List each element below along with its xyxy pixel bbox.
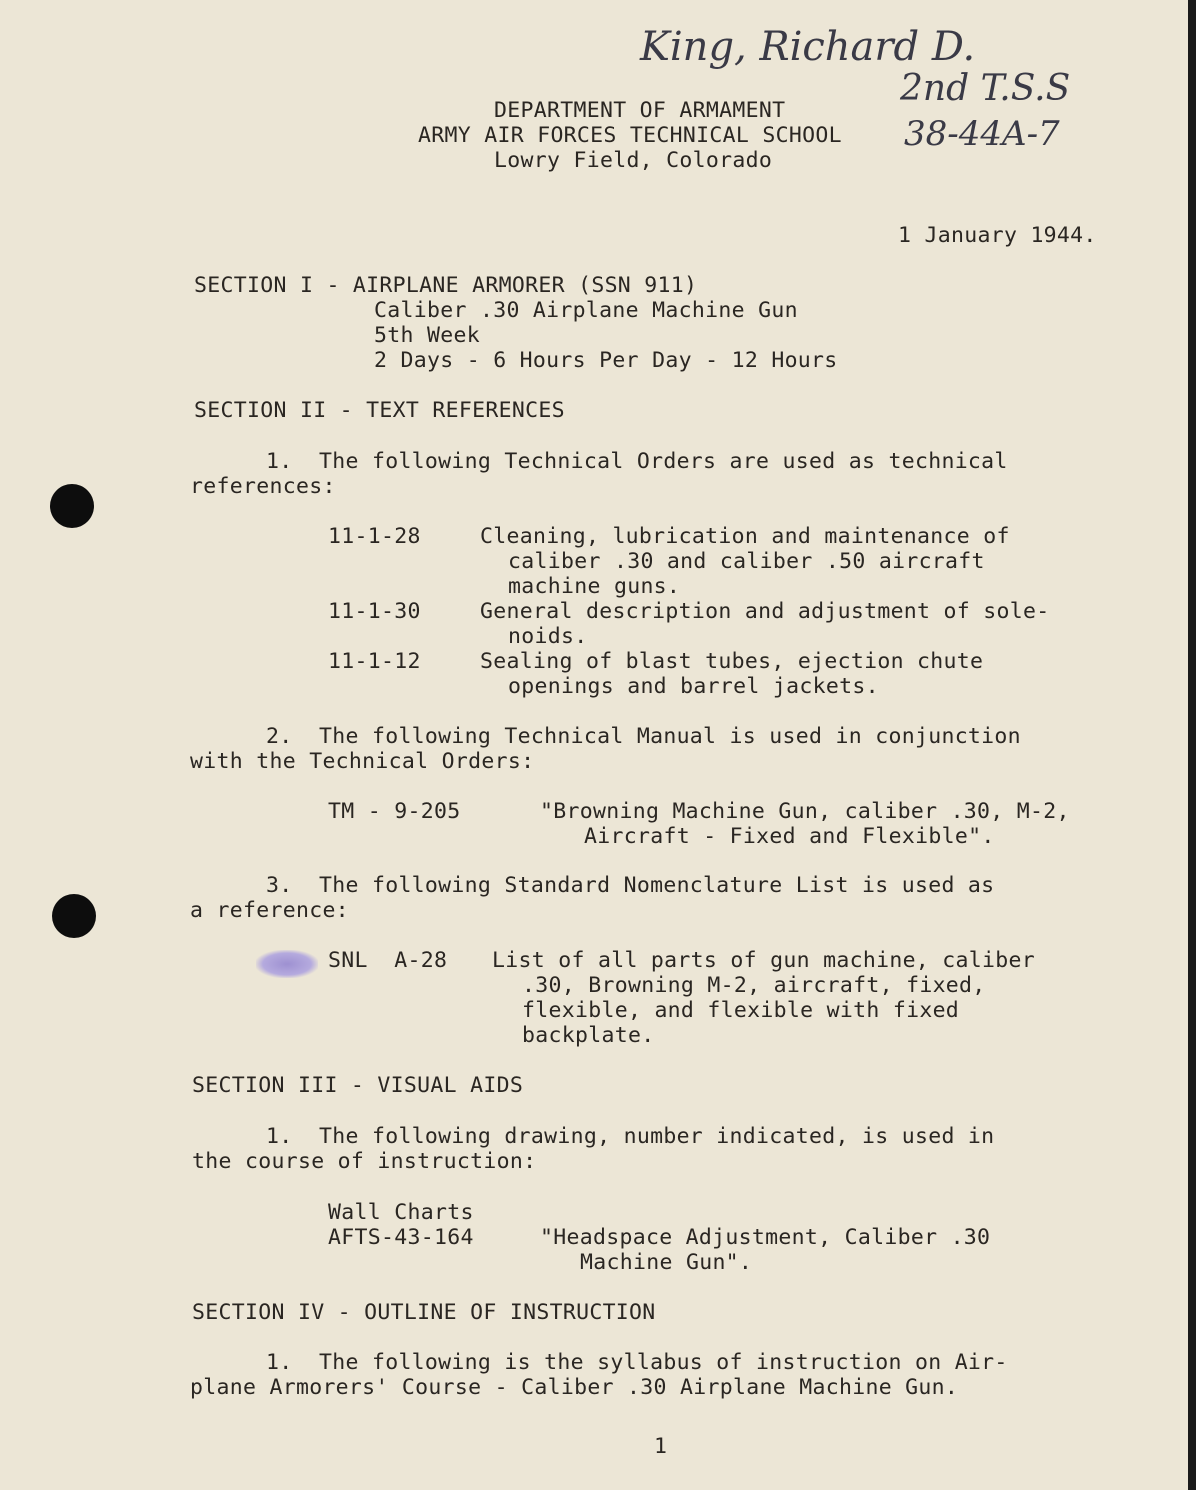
- section-1-heading: SECTION I - AIRPLANE ARMORER (SSN 911): [194, 273, 698, 298]
- ink-smudge: [256, 950, 318, 978]
- paragraph-line: references:: [190, 474, 336, 499]
- order-description: General description and adjustment of sole-: [480, 599, 1050, 624]
- order-number: 11-1-30: [328, 599, 421, 624]
- page-number: 1: [654, 1434, 668, 1459]
- paragraph-line: 1. The following drawing, number indicated, is used in: [266, 1124, 995, 1149]
- paragraph-line: 3. The following Standard Nomenclature List is used as: [266, 873, 995, 898]
- snl-description: .30, Browning M-2, aircraft, fixed,: [522, 973, 986, 998]
- chart-title: "Headspace Adjustment, Caliber .30: [540, 1225, 991, 1250]
- order-description: openings and barrel jackets.: [508, 674, 879, 699]
- paragraph-line: 1. The following Technical Orders are used as technical: [266, 449, 1008, 474]
- handwritten-class: 2nd T.S.S: [900, 68, 1071, 109]
- order-number: 11-1-12: [328, 649, 421, 674]
- chart-title: Machine Gun".: [580, 1250, 753, 1275]
- section-1-line: Caliber .30 Airplane Machine Gun: [374, 298, 798, 323]
- paragraph-line: with the Technical Orders:: [190, 749, 535, 774]
- order-description: caliber .30 and caliber .50 aircraft: [508, 549, 985, 574]
- snl-description: List of all parts of gun machine, caliber: [492, 948, 1036, 973]
- page-edge: [1188, 0, 1196, 1490]
- handwritten-number: 38-44A-7: [904, 114, 1060, 154]
- section-1-line: 2 Days - 6 Hours Per Day - 12 Hours: [374, 348, 838, 373]
- manual-title: Aircraft - Fixed and Flexible".: [584, 824, 995, 849]
- punch-hole: [50, 484, 94, 528]
- chart-number: AFTS-43-164: [328, 1225, 474, 1250]
- order-description: Sealing of blast tubes, ejection chute: [480, 649, 984, 674]
- handwritten-name: King, Richard D.: [640, 24, 976, 70]
- manual-title: "Browning Machine Gun, caliber .30, M-2,: [540, 799, 1070, 824]
- school-title: ARMY AIR FORCES TECHNICAL SCHOOL: [418, 123, 842, 148]
- order-description: Cleaning, lubrication and maintenance of: [480, 524, 1010, 549]
- paragraph-line: plane Armorers' Course - Caliber .30 Airplane Machine Gun.: [190, 1375, 959, 1400]
- punch-hole: [52, 894, 96, 938]
- snl-description: flexible, and flexible with fixed: [522, 998, 960, 1023]
- section-2-heading: SECTION II - TEXT REFERENCES: [194, 398, 565, 423]
- snl-number: SNL A-28: [328, 948, 448, 973]
- paragraph-line: a reference:: [190, 898, 349, 923]
- department-title: DEPARTMENT OF ARMAMENT: [494, 98, 786, 123]
- section-3-heading: SECTION III - VISUAL AIDS: [192, 1073, 524, 1098]
- wall-charts-label: Wall Charts: [328, 1200, 474, 1225]
- document-date: 1 January 1944.: [898, 223, 1097, 248]
- section-4-heading: SECTION IV - OUTLINE OF INSTRUCTION: [192, 1300, 656, 1325]
- order-number: 11-1-28: [328, 524, 421, 549]
- order-description: noids.: [508, 624, 588, 649]
- location: Lowry Field, Colorado: [494, 148, 773, 173]
- section-1-line: 5th Week: [374, 323, 480, 348]
- order-description: machine guns.: [508, 574, 681, 599]
- manual-number: TM - 9-205: [328, 799, 461, 824]
- paragraph-line: 1. The following is the syllabus of instruction on Air-: [266, 1350, 1008, 1375]
- snl-description: backplate.: [522, 1023, 655, 1048]
- paragraph-line: 2. The following Technical Manual is used in conjunction: [266, 724, 1021, 749]
- paragraph-line: the course of instruction:: [192, 1149, 537, 1174]
